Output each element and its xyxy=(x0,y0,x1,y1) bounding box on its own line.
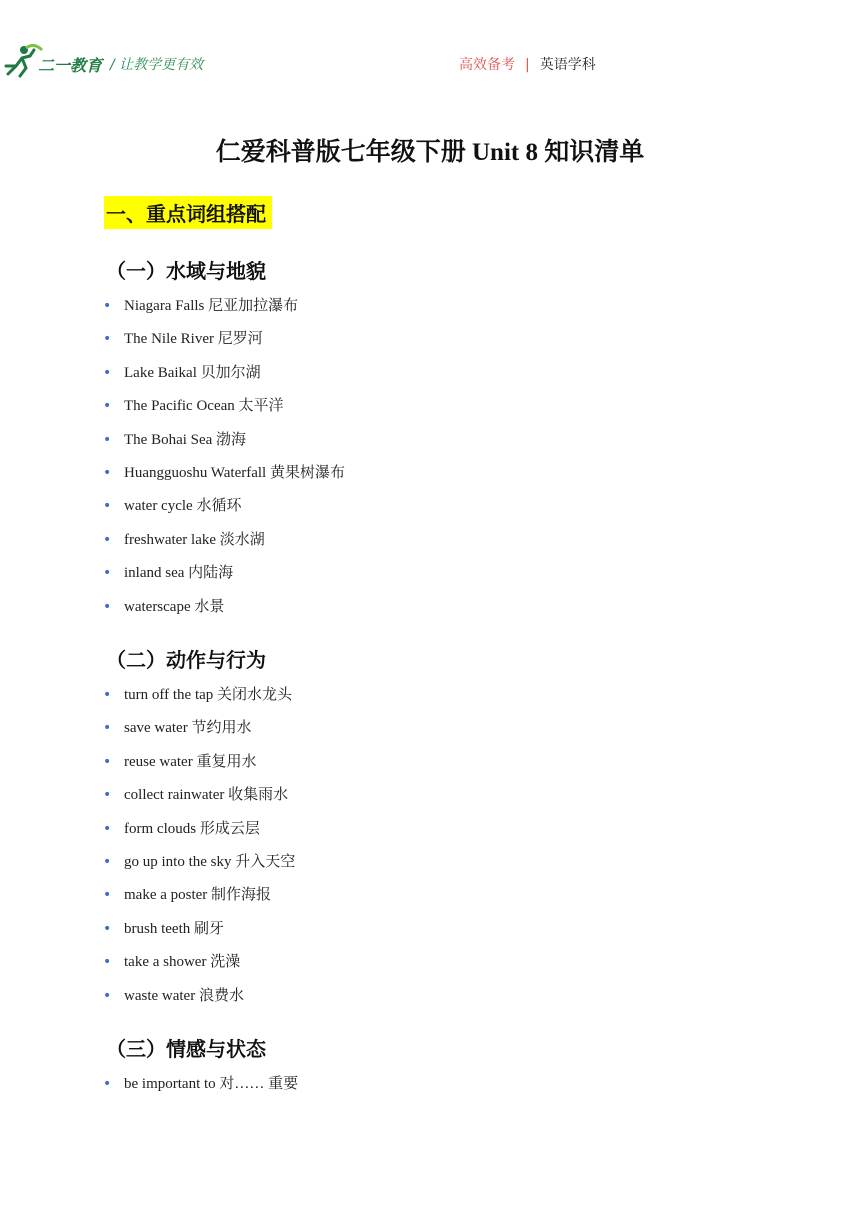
bullet-icon: • xyxy=(103,853,112,870)
bullet-icon: • xyxy=(103,431,112,448)
bullet-icon: • xyxy=(103,887,112,904)
list-item: • reuse water 重复用水 xyxy=(103,753,257,770)
bullet-icon: • xyxy=(103,954,112,971)
header-tags xyxy=(459,54,596,74)
bullet-icon: • xyxy=(103,753,112,770)
group-list-1 xyxy=(0,296,345,630)
bullet-icon: • xyxy=(103,687,112,703)
list-item: • go up into the sky 升入天空 xyxy=(103,853,296,870)
list-item: • make a poster 制作海报 xyxy=(103,887,272,904)
bullet-icon: • xyxy=(103,920,112,937)
list-item: • waterscape 水景 xyxy=(103,598,225,615)
slogan: / 让教学更有效 xyxy=(110,57,204,73)
document-title: 仁爱科普版七年级下册 Unit 8 知识清单 xyxy=(215,139,645,166)
bullet-icon: • xyxy=(103,298,112,314)
list-item: • The Nile River 尼罗河 xyxy=(103,331,263,348)
list-item: • collect rainwater 收集雨水 xyxy=(103,787,289,804)
list-item: • Huangguoshu Waterfall 黄果树瀑布 xyxy=(103,464,345,481)
bullet-icon: • xyxy=(103,1076,112,1092)
tag-separator: | xyxy=(525,57,530,73)
bullet-icon: • xyxy=(103,565,112,582)
list-item: • freshwater lake 淡水湖 xyxy=(103,531,265,548)
bullet-icon: • xyxy=(103,987,112,1004)
list-item: • The Pacific Ocean 太平洋 xyxy=(103,398,284,415)
group-list-3 xyxy=(0,1074,298,1107)
bullet-icon: • xyxy=(103,364,112,381)
bullet-icon: • xyxy=(103,820,112,837)
group-heading-3: （三）情感与状态 xyxy=(106,1037,266,1061)
list-item: • save water 节约用水 xyxy=(103,720,252,737)
tag-subject: 英语学科 xyxy=(539,57,596,73)
group-heading-1: （一）水域与地貌 xyxy=(106,259,266,283)
list-item: • brush teeth 刷牙 xyxy=(103,920,224,937)
list-item: • Lake Baikal 贝加尔湖 xyxy=(103,364,261,381)
list-item: • waste water 浪费水 xyxy=(103,987,244,1004)
list-item: • turn off the tap 关闭水龙头 xyxy=(103,687,293,703)
bullet-icon: • xyxy=(103,787,112,804)
section-heading: 一、重点词组搭配 xyxy=(104,196,272,229)
group-heading-2: （二）动作与行为 xyxy=(106,648,266,672)
list-item: • take a shower 洗澡 xyxy=(103,954,241,971)
bullet-icon: • xyxy=(103,598,112,615)
list-item: • form clouds 形成云层 xyxy=(103,820,260,837)
bullet-icon: • xyxy=(103,720,112,737)
list-item: • water cycle 水循环 xyxy=(103,498,242,515)
bullet-icon: • xyxy=(103,531,112,548)
logo-text: 二一教育 xyxy=(38,56,103,75)
bullet-icon: • xyxy=(103,398,112,415)
list-item: • The Bohai Sea 渤海 xyxy=(103,431,247,448)
group-list-2 xyxy=(0,685,295,1019)
bullet-icon: • xyxy=(103,331,112,348)
list-item: • be important to 对…… 重要 xyxy=(103,1076,299,1092)
list-item: • inland sea 内陆海 xyxy=(103,565,234,582)
bullet-icon: • xyxy=(103,464,112,481)
bullet-icon: • xyxy=(103,498,112,515)
page-header xyxy=(0,0,860,90)
tag-exam-prep: 高效备考 xyxy=(459,57,515,73)
list-item: • Niagara Falls 尼亚加拉瀑布 xyxy=(103,298,299,314)
